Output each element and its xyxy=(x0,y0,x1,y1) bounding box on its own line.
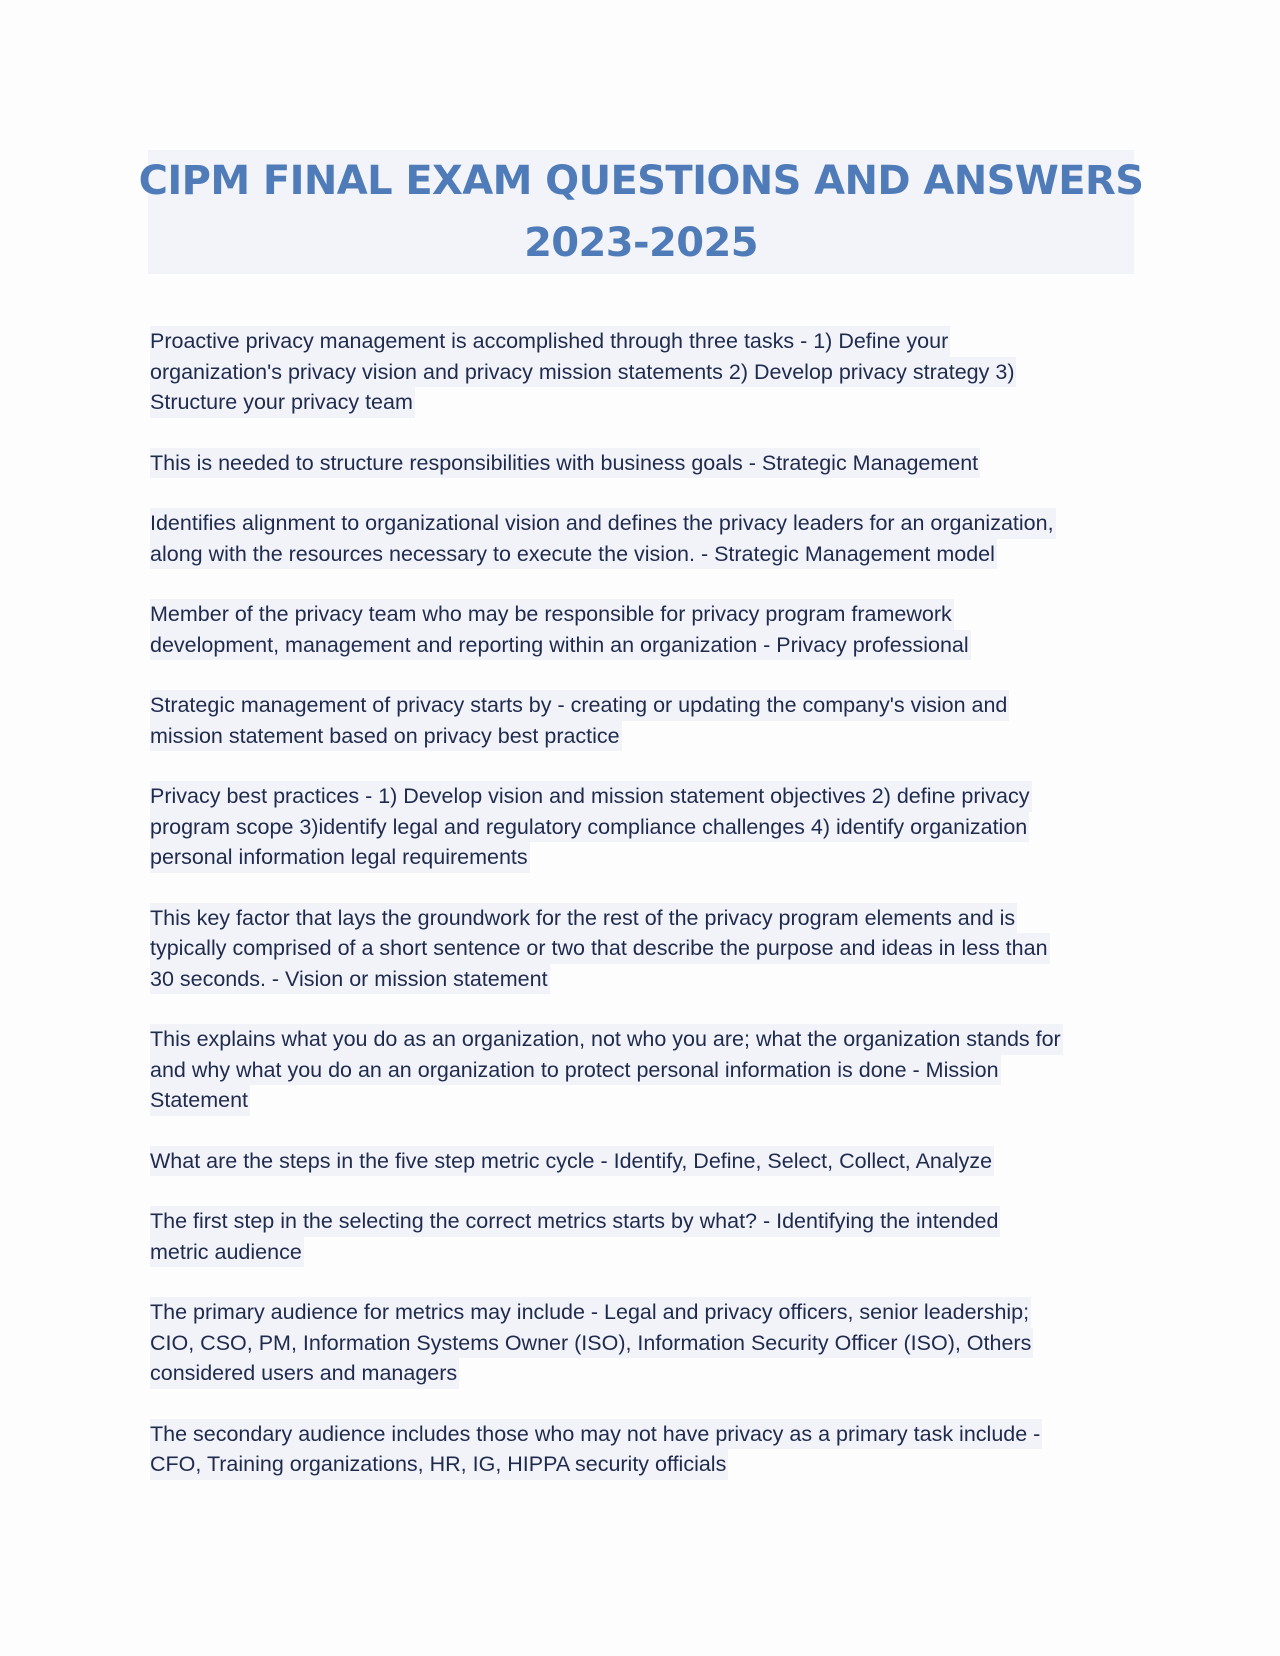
qa-item xyxy=(150,1024,1140,1116)
qa-item xyxy=(150,508,1140,569)
qa-text-line: considered users and managers xyxy=(150,1358,459,1389)
qa-text-line: development, management and reporting within an organization - Privacy professional xyxy=(150,630,971,661)
qa-item xyxy=(150,326,1140,418)
qa-text-line: program scope 3)identify legal and regulatory compliance challenges 4) identify organization xyxy=(150,812,1029,843)
qa-item xyxy=(150,448,1140,479)
qa-text-line: CIO, CSO, PM, Information Systems Owner (ISO), Information Security Officer (ISO), Others xyxy=(150,1328,1033,1359)
qa-text-line: CFO, Training organizations, HR, IG, HIPPA security officials xyxy=(150,1449,728,1480)
document-title xyxy=(138,150,1144,274)
qa-item xyxy=(150,690,1140,751)
qa-text-line: Member of the privacy team who may be responsible for privacy program framework xyxy=(150,599,954,630)
qa-text-line: Identifies alignment to organizational vision and defines the privacy leaders for an organization, xyxy=(150,508,1056,539)
qa-text-line: along with the resources necessary to execute the vision. - Strategic Management model xyxy=(150,539,997,570)
title-line: 2023-2025 xyxy=(524,220,758,266)
qa-item xyxy=(150,1419,1140,1480)
qa-item xyxy=(150,1297,1140,1389)
qa-text-line: What are the steps in the five step metric cycle - Identify, Define, Select, Collect, Analyze xyxy=(150,1146,994,1177)
qa-item xyxy=(150,1206,1140,1267)
qa-text-line: Privacy best practices - 1) Develop vision and mission statement objectives 2) define privacy xyxy=(150,781,1032,812)
qa-text-line: The primary audience for metrics may include - Legal and privacy officers, senior leadership; xyxy=(150,1297,1031,1328)
qa-text-line: Structure your privacy team xyxy=(150,387,415,418)
qa-item xyxy=(150,599,1140,660)
qa-text-line: Strategic management of privacy starts by - creating or updating the company's vision and xyxy=(150,690,1009,721)
qa-text-line: and why what you do an an organization to protect personal information is done - Mission xyxy=(150,1055,1001,1086)
qa-item xyxy=(150,781,1140,873)
qa-text-line: 30 seconds. - Vision or mission statement xyxy=(150,964,550,995)
title-line: CIPM FINAL EXAM QUESTIONS AND ANSWERS xyxy=(138,158,1144,204)
qa-item xyxy=(150,1146,1140,1177)
qa-text-line: The secondary audience includes those who may not have privacy as a primary task include - xyxy=(150,1419,1042,1450)
qa-text-line: This explains what you do as an organization, not who you are; what the organization stands for xyxy=(150,1024,1063,1055)
qa-text-line: organization's privacy vision and privacy mission statements 2) Develop privacy strategy 3) xyxy=(150,357,1016,388)
qa-list xyxy=(150,326,1140,1510)
qa-text-line: This is needed to structure responsibilities with business goals - Strategic Management xyxy=(150,448,980,479)
qa-text-line: metric audience xyxy=(150,1237,304,1268)
qa-text-line: The first step in the selecting the correct metrics starts by what? - Identifying the intended xyxy=(150,1206,1000,1237)
qa-text-line: Statement xyxy=(150,1085,250,1116)
qa-text-line: Proactive privacy management is accomplished through three tasks - 1) Define your xyxy=(150,326,950,357)
qa-text-line: mission statement based on privacy best practice xyxy=(150,721,622,752)
qa-item xyxy=(150,903,1140,995)
qa-text-line: personal information legal requirements xyxy=(150,842,530,873)
qa-text-line: typically comprised of a short sentence or two that describe the purpose and ideas in less than xyxy=(150,933,1050,964)
qa-text-line: This key factor that lays the groundwork for the rest of the privacy program elements and is xyxy=(150,903,1017,934)
